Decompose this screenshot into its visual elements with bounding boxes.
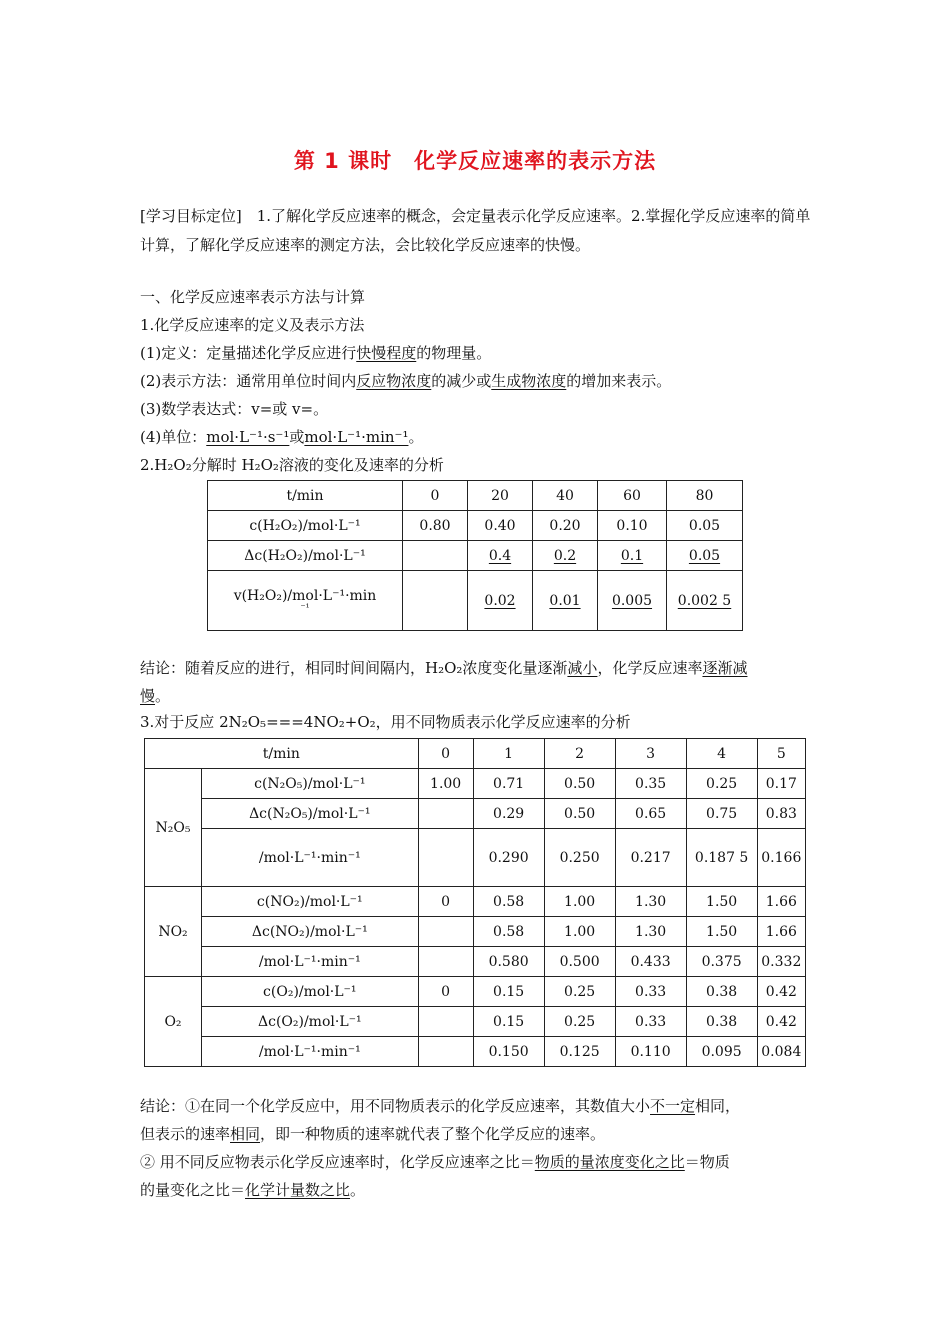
table-cell: 1.50 [686, 887, 757, 917]
table-cell: 0.500 [544, 947, 615, 977]
expression-line: (3)数学表达式：v=或 v=。 [140, 400, 329, 418]
table-cell: 0.375 [686, 947, 757, 977]
table-cell [418, 1007, 473, 1037]
table-cell: c(H₂O₂)/mol·L⁻¹ [208, 511, 403, 541]
n2o5-table-body [145, 739, 806, 1067]
table-cell [418, 799, 473, 829]
table-cell: 0.25 [686, 769, 757, 799]
table-cell: 0.80 [403, 511, 468, 541]
table-cell: 0.2 [533, 541, 598, 571]
table-cell: 0.75 [686, 799, 757, 829]
table-cell: 0.433 [615, 947, 686, 977]
substance-cell: O₂ [145, 977, 202, 1067]
table-cell: 0.40 [468, 511, 533, 541]
table-cell: 0.166 [757, 829, 805, 887]
table-cell: 0.187 5 [686, 829, 757, 887]
table-cell: 2 [544, 739, 615, 769]
table-cell: 3 [615, 739, 686, 769]
section-heading: 一、化学反应速率表示方法与计算 [140, 288, 366, 306]
table-cell: 0.15 [473, 1007, 544, 1037]
table-cell: 1.00 [544, 917, 615, 947]
table-cell: 0 [418, 739, 473, 769]
table-cell: 60 [598, 481, 667, 511]
table-cell: 0.38 [686, 1007, 757, 1037]
conclusion-2-line-3: ② 用不同反应物表示化学反应速率时，化学反应速率之比＝物质的量浓度变化之比＝物质 [140, 1153, 730, 1171]
table-cell: c(NO₂)/mol·L⁻¹ [202, 887, 419, 917]
table-cell: 0.50 [544, 799, 615, 829]
table-cell: 0.15 [473, 977, 544, 1007]
table-row [145, 977, 806, 1007]
table-cell: 0.17 [757, 769, 805, 799]
table-row [208, 481, 743, 511]
table-cell: 0 [403, 481, 468, 511]
conclusion-2-line-2: 但表示的速率相同，即一种物质的速率就代表了整个化学反应的速率。 [140, 1125, 606, 1143]
page-title: 第 1 课时 化学反应速率的表示方法 [293, 149, 657, 173]
table-cell: 0.71 [473, 769, 544, 799]
table-cell: 0.084 [757, 1037, 805, 1067]
conclusion-2-line-1: 结论：①在同一个化学反应中，用不同物质表示的化学反应速率，其数值大小不一定相同， [140, 1097, 741, 1115]
table-row [145, 1037, 806, 1067]
table-row [145, 887, 806, 917]
table-row [145, 917, 806, 947]
table-cell: c(O₂)/mol·L⁻¹ [202, 977, 419, 1007]
table-cell: 0.58 [473, 887, 544, 917]
substance-cell: N₂O₅ [145, 769, 202, 887]
table-cell: 0.20 [533, 511, 598, 541]
table-cell: Δc(NO₂)/mol·L⁻¹ [202, 917, 419, 947]
table-cell: 0.33 [615, 977, 686, 1007]
table-cell [403, 571, 468, 631]
table-cell: 0.42 [757, 1007, 805, 1037]
table-cell: 1.66 [757, 887, 805, 917]
table-cell [418, 829, 473, 887]
table-cell: 0.10 [598, 511, 667, 541]
method-line: (2)表示方法：通常用单位时间内反应物浓度的减少或生成物浓度的增加来表示。 [140, 372, 672, 390]
table-cell: /mol·L⁻¹·min⁻¹ [202, 947, 419, 977]
table-cell: Δc(H₂O₂)/mol·L⁻¹ [208, 541, 403, 571]
substance-cell: NO₂ [145, 887, 202, 977]
table-cell: 0.250 [544, 829, 615, 887]
table-cell [418, 1037, 473, 1067]
table-row [208, 541, 743, 571]
table-cell [403, 541, 468, 571]
table-cell: t/min [145, 739, 419, 769]
learning-objectives: [学习目标定位] 1.了解化学反应速率的概念，会定量表示化学反应速率。2.掌握化学反应速率的简单计算，了解化学反应速率的测定方法，会比较化学反应速率的快慢。 [140, 207, 811, 254]
table-cell: 1.30 [615, 887, 686, 917]
subheading-n2o5: 3.对于反应 2N₂O₅===4NO₂+O₂，用不同物质表示化学反应速率的分析 [140, 713, 631, 731]
table-cell [418, 917, 473, 947]
table-cell: Δc(O₂)/mol·L⁻¹ [202, 1007, 419, 1037]
table-cell: 0 [418, 977, 473, 1007]
table-cell: 1.00 [418, 769, 473, 799]
table-cell: 0.65 [615, 799, 686, 829]
table-cell: 0.05 [667, 511, 743, 541]
table-cell: 0.83 [757, 799, 805, 829]
table-cell: 0.005 [598, 571, 667, 631]
table-cell: 40 [533, 481, 598, 511]
table-cell: 0.25 [544, 1007, 615, 1037]
table-row [145, 769, 806, 799]
cell-label-continued: ⁻¹ [300, 602, 310, 614]
table-cell: 0.05 [667, 541, 743, 571]
table-row [145, 829, 806, 887]
table-cell: c(N₂O₅)/mol·L⁻¹ [202, 769, 419, 799]
table-cell: 0.125 [544, 1037, 615, 1067]
table-cell: 0.580 [473, 947, 544, 977]
table-cell: 0.217 [615, 829, 686, 887]
table-cell: /mol·L⁻¹·min⁻¹ [202, 829, 419, 887]
table-row [145, 947, 806, 977]
conclusion-1-line-2: 慢。 [140, 687, 171, 705]
table-cell: 80 [667, 481, 743, 511]
table-cell: 0.002 5 [667, 571, 743, 631]
table-cell: 0.110 [615, 1037, 686, 1067]
table-cell: 0.29 [473, 799, 544, 829]
table-cell: 0 [418, 887, 473, 917]
table-cell: 1.30 [615, 917, 686, 947]
h2o2-table [207, 480, 743, 631]
table-cell: 0.35 [615, 769, 686, 799]
conclusion-2-line-4: 的量变化之比＝化学计量数之比。 [140, 1181, 366, 1199]
table-cell: 0.58 [473, 917, 544, 947]
table-cell: 0.38 [686, 977, 757, 1007]
table-cell: 20 [468, 481, 533, 511]
table-cell: 1.66 [757, 917, 805, 947]
table-cell: 0.50 [544, 769, 615, 799]
table-cell: Δc(N₂O₅)/mol·L⁻¹ [202, 799, 419, 829]
table-cell: 0.4 [468, 541, 533, 571]
table-cell: 1.00 [544, 887, 615, 917]
n2o5-table [144, 738, 806, 1067]
table-cell: 0.290 [473, 829, 544, 887]
cell-label: v(H₂O₂)/mol·L⁻¹·min [233, 587, 377, 604]
table-cell: 1 [473, 739, 544, 769]
table-cell: t/min [208, 481, 403, 511]
table-row [145, 1007, 806, 1037]
table-cell: 0.25 [544, 977, 615, 1007]
table-row [208, 571, 743, 631]
table-cell: 0.095 [686, 1037, 757, 1067]
table-cell [418, 947, 473, 977]
definition-line: (1)定义：定量描述化学反应进行快慢程度的物理量。 [140, 344, 492, 362]
subheading-definition: 1.化学反应速率的定义及表示方法 [140, 316, 365, 334]
table-cell: 0.33 [615, 1007, 686, 1037]
subheading-h2o2: 2.H₂O₂分解时 H₂O₂溶液的变化及速率的分析 [140, 456, 444, 474]
table-cell: 0.332 [757, 947, 805, 977]
table-cell: 1.50 [686, 917, 757, 947]
table-cell: 0.01 [533, 571, 598, 631]
table-cell: 0.42 [757, 977, 805, 1007]
table-cell: 0.150 [473, 1037, 544, 1067]
table-row [145, 739, 806, 769]
table-cell: 5 [757, 739, 805, 769]
table-row [208, 511, 743, 541]
unit-line: (4)单位：mol·L⁻¹·s⁻¹或mol·L⁻¹·min⁻¹。 [140, 428, 424, 446]
table-cell: 4 [686, 739, 757, 769]
table-cell: 0.02 [468, 571, 533, 631]
conclusion-1-line-1: 结论：随着反应的进行，相同时间间隔内，H₂O₂浓度变化量逐渐减小，化学反应速率逐渐减 [140, 659, 748, 677]
table-cell: 0.1 [598, 541, 667, 571]
table-row [145, 799, 806, 829]
table-cell [208, 571, 403, 631]
table-cell: /mol·L⁻¹·min⁻¹ [202, 1037, 419, 1067]
